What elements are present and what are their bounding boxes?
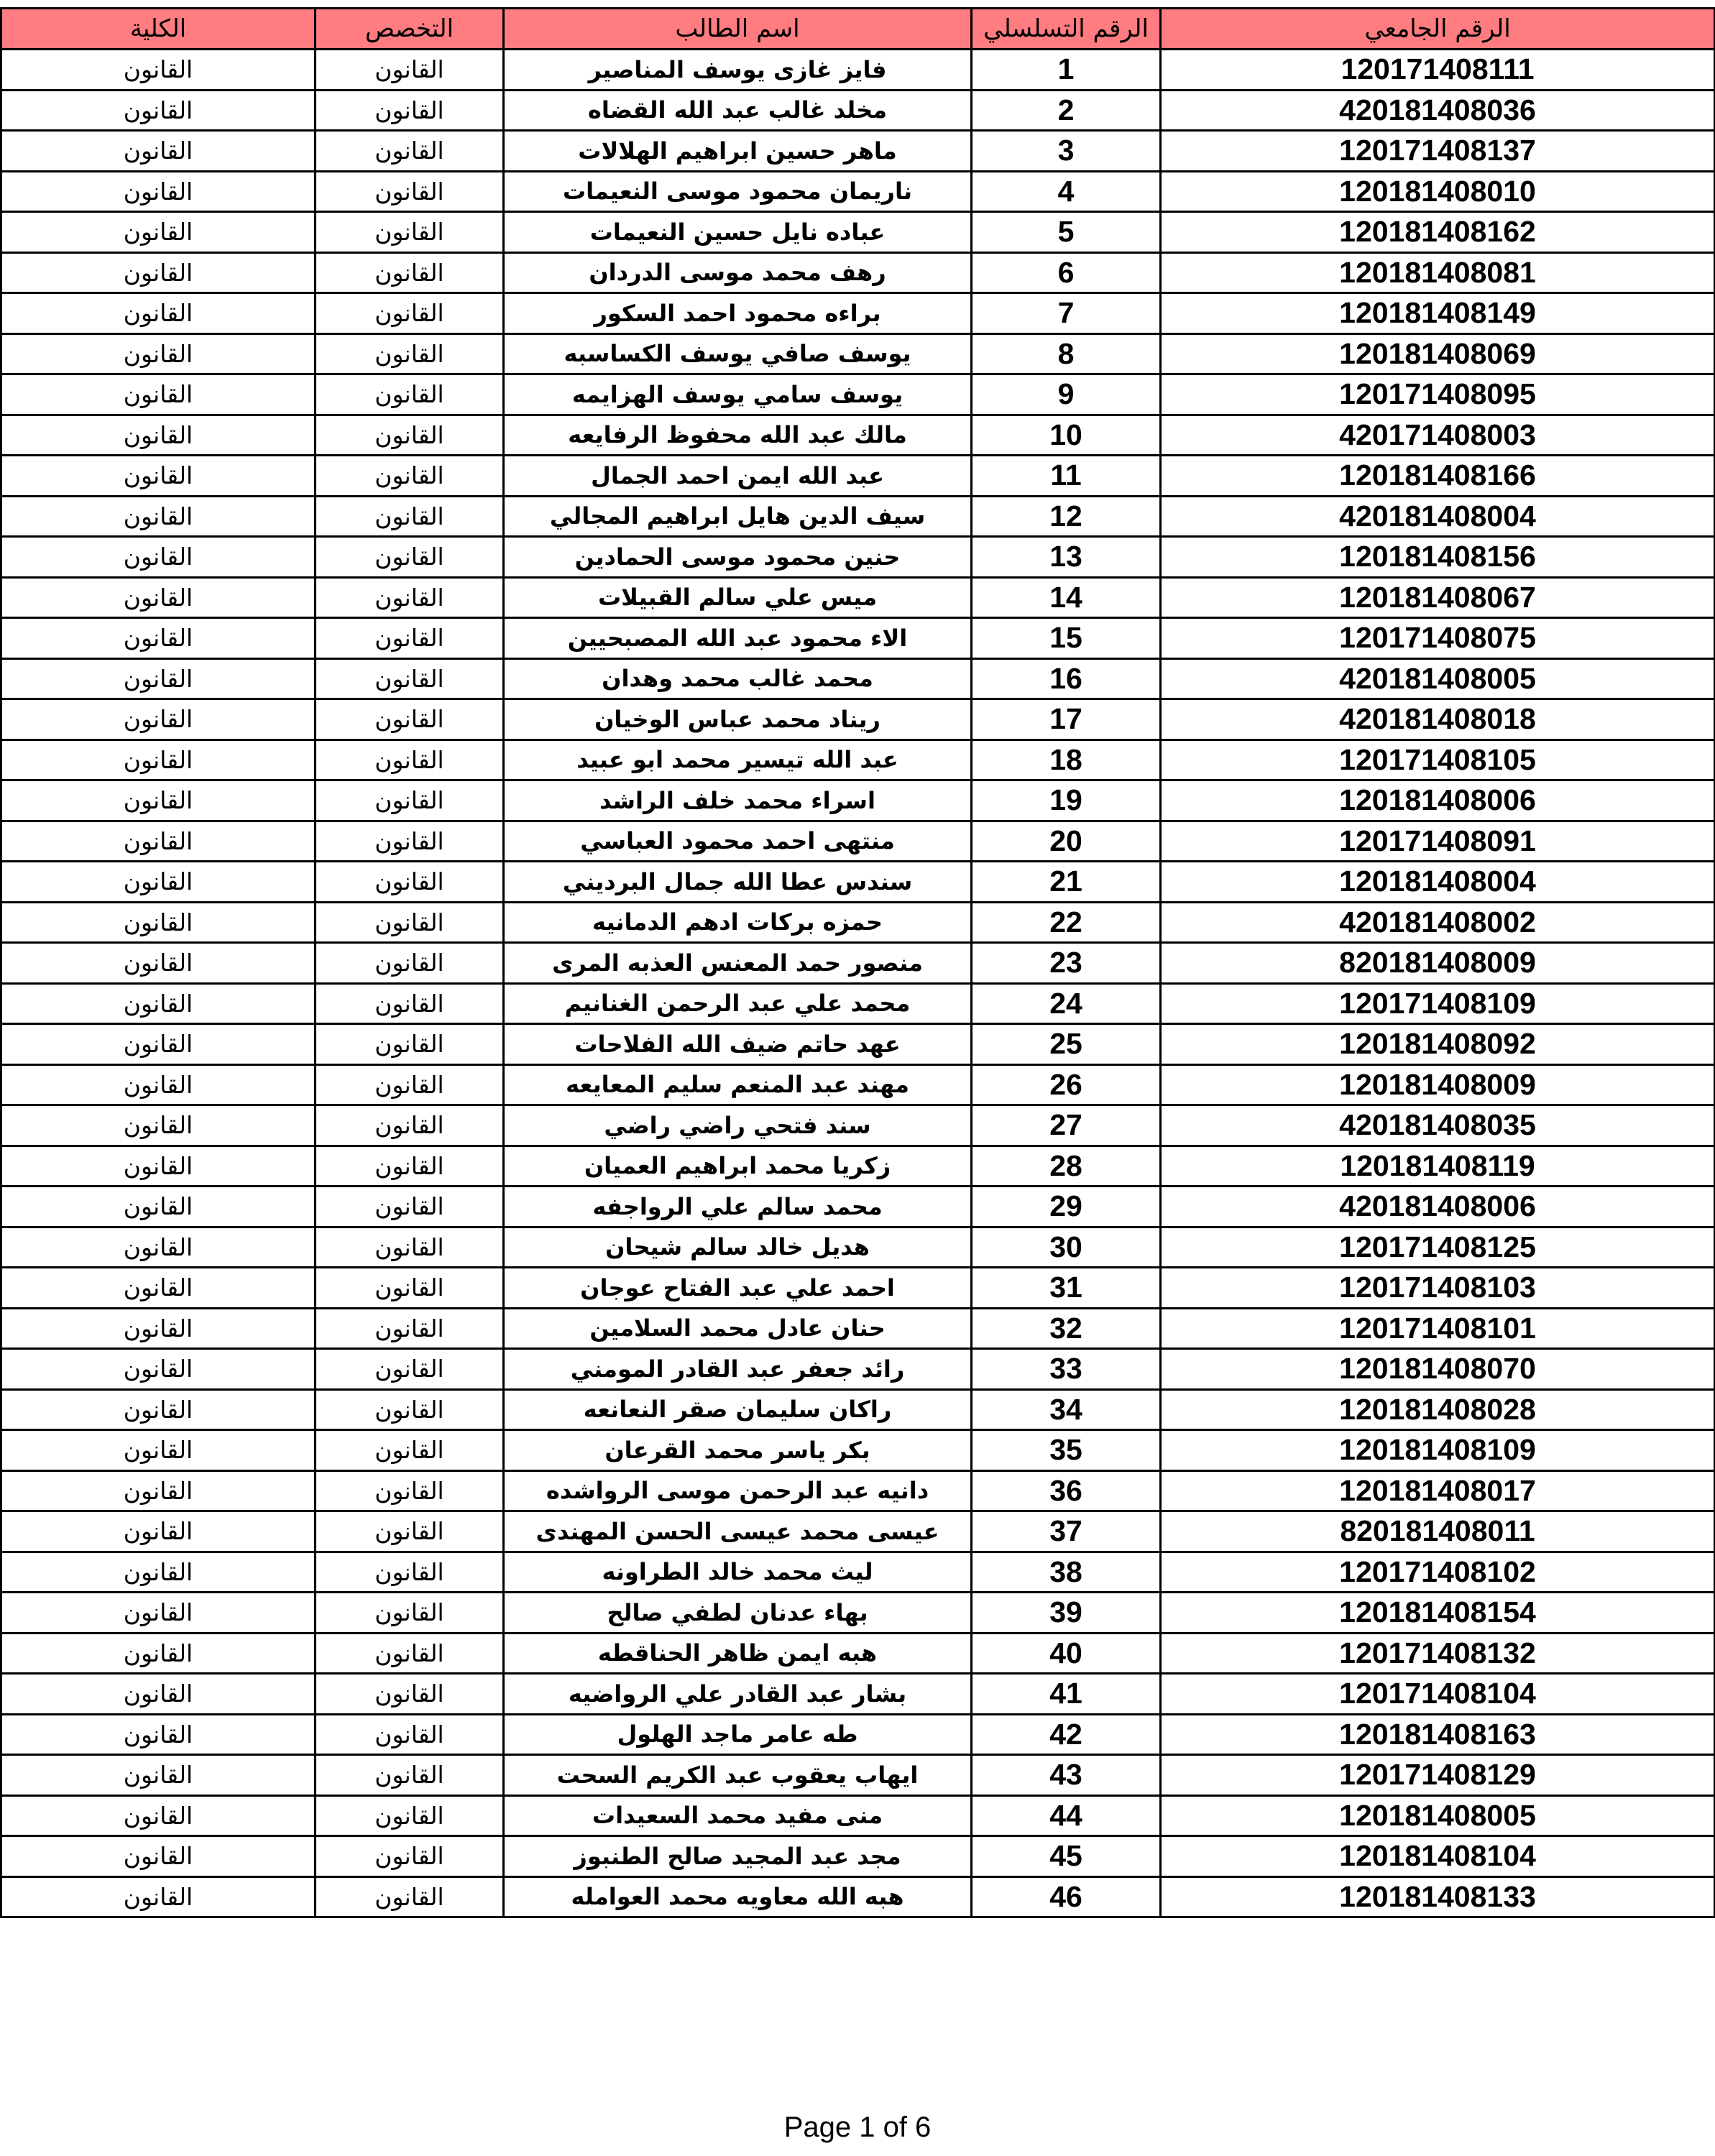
table-row <box>1 699 1715 740</box>
table-row <box>1 1105 1715 1146</box>
university-id-cell: 120181408092 <box>1161 1024 1715 1065</box>
faculty-cell: القانون <box>1 699 316 740</box>
major-cell: القانون <box>316 1187 504 1227</box>
table-row <box>1 1064 1715 1105</box>
student-name-cell: رهف محمد موسى الدردان <box>504 252 972 293</box>
university-id-cell: 120171408109 <box>1161 983 1715 1024</box>
serial-number-cell: 32 <box>972 1308 1161 1349</box>
table-row <box>1 1146 1715 1187</box>
serial-number-cell: 4 <box>972 171 1161 212</box>
serial-number-cell: 36 <box>972 1470 1161 1511</box>
table-row <box>1 1795 1715 1836</box>
serial-number-cell: 27 <box>972 1105 1161 1146</box>
faculty-cell: القانون <box>1 90 316 131</box>
university-id-cell: 120171408137 <box>1161 131 1715 172</box>
serial-number-cell: 1 <box>972 50 1161 91</box>
student-name-cell: هبه الله معاويه محمد العوامله <box>504 1876 972 1917</box>
university-id-cell: 420181408002 <box>1161 902 1715 943</box>
major-cell: القانون <box>316 1552 504 1593</box>
student-name-cell: ليث محمد خالد الطراونه <box>504 1552 972 1593</box>
serial-number-cell: 31 <box>972 1268 1161 1309</box>
table-row <box>1 1714 1715 1755</box>
serial-number-cell: 29 <box>972 1187 1161 1227</box>
faculty-cell: القانون <box>1 1389 316 1430</box>
major-cell: القانون <box>316 1593 504 1634</box>
major-cell: القانون <box>316 1227 504 1268</box>
university-id-cell: 120171408125 <box>1161 1227 1715 1268</box>
faculty-cell: القانون <box>1 50 316 91</box>
major-cell: القانون <box>316 456 504 497</box>
faculty-cell: القانون <box>1 1755 316 1796</box>
student-name-cell: سند فتحي راضي راضي <box>504 1105 972 1146</box>
major-cell: القانون <box>316 1308 504 1349</box>
serial-number-cell: 16 <box>972 658 1161 699</box>
table-row <box>1 1470 1715 1511</box>
major-cell: القانون <box>316 374 504 415</box>
major-cell: القانون <box>316 699 504 740</box>
table-row <box>1 50 1715 91</box>
table-row <box>1 1633 1715 1674</box>
serial-number-cell: 6 <box>972 252 1161 293</box>
major-cell: القانون <box>316 1349 504 1390</box>
table-row <box>1 212 1715 253</box>
student-name-cell: احمد علي عبد الفتاح عوجان <box>504 1268 972 1309</box>
university-id-cell: 120171408095 <box>1161 374 1715 415</box>
serial-number-cell: 3 <box>972 131 1161 172</box>
serial-number-cell: 37 <box>972 1511 1161 1552</box>
student-name-cell: هبه ايمن ظاهر الحناقطه <box>504 1633 972 1674</box>
faculty-cell: القانون <box>1 212 316 253</box>
serial-number-cell: 40 <box>972 1633 1161 1674</box>
student-name-cell: منتهى احمد محمود العباسي <box>504 821 972 862</box>
faculty-cell: القانون <box>1 577 316 618</box>
university-id-cell: 120181408166 <box>1161 456 1715 497</box>
major-cell: القانون <box>316 983 504 1024</box>
serial-number-cell: 20 <box>972 821 1161 862</box>
student-name-cell: مخلد غالب عبد الله القضاه <box>504 90 972 131</box>
university-id-cell: 120181408010 <box>1161 171 1715 212</box>
faculty-cell: القانون <box>1 1795 316 1836</box>
student-name-cell: طه عامر ماجد الهلول <box>504 1714 972 1755</box>
faculty-cell: القانون <box>1 456 316 497</box>
university-id-cell: 120181408006 <box>1161 780 1715 821</box>
table-row <box>1 1308 1715 1349</box>
university-id-cell: 120181408149 <box>1161 293 1715 334</box>
serial-number-cell: 23 <box>972 943 1161 984</box>
university-id-cell: 420181408004 <box>1161 496 1715 537</box>
student-name-cell: ايهاب يعقوب عبد الكريم السحت <box>504 1755 972 1796</box>
student-name-cell: ريناد محمد عباس الوخيان <box>504 699 972 740</box>
university-id-cell: 420181408018 <box>1161 699 1715 740</box>
header-major: التخصص <box>316 9 504 50</box>
table-row <box>1 1227 1715 1268</box>
serial-number-cell: 26 <box>972 1064 1161 1105</box>
table-row <box>1 415 1715 456</box>
major-cell: القانون <box>316 862 504 903</box>
faculty-cell: القانون <box>1 902 316 943</box>
university-id-cell: 120181408109 <box>1161 1430 1715 1471</box>
serial-number-cell: 38 <box>972 1552 1161 1593</box>
table-row <box>1 171 1715 212</box>
table-row <box>1 1024 1715 1065</box>
table-row <box>1 577 1715 618</box>
table-row <box>1 1876 1715 1917</box>
faculty-cell: القانون <box>1 618 316 659</box>
university-id-cell: 120181408028 <box>1161 1389 1715 1430</box>
major-cell: القانون <box>316 333 504 374</box>
university-id-cell: 420171408003 <box>1161 415 1715 456</box>
table-row <box>1 1187 1715 1227</box>
university-id-cell: 120171408102 <box>1161 1552 1715 1593</box>
faculty-cell: القانون <box>1 252 316 293</box>
serial-number-cell: 25 <box>972 1024 1161 1065</box>
major-cell: القانون <box>316 1755 504 1796</box>
page-number: Page 1 of 6 <box>783 2111 932 2143</box>
major-cell: القانون <box>316 780 504 821</box>
faculty-cell: القانون <box>1 1470 316 1511</box>
faculty-cell: القانون <box>1 333 316 374</box>
table-row <box>1 1430 1715 1471</box>
university-id-cell: 120181408070 <box>1161 1349 1715 1390</box>
serial-number-cell: 41 <box>972 1674 1161 1715</box>
faculty-cell: القانون <box>1 1024 316 1065</box>
table-row <box>1 1593 1715 1634</box>
header-student-name: اسم الطالب <box>504 9 972 50</box>
university-id-cell: 820181408009 <box>1161 943 1715 984</box>
university-id-cell: 120181408163 <box>1161 1714 1715 1755</box>
student-name-cell: بهاء عدنان لطفي صالح <box>504 1593 972 1634</box>
faculty-cell: القانون <box>1 1714 316 1755</box>
major-cell: القانون <box>316 902 504 943</box>
university-id-cell: 420181408006 <box>1161 1187 1715 1227</box>
faculty-cell: القانون <box>1 658 316 699</box>
student-name-cell: مجد عبد المجيد صالح الطنبوز <box>504 1836 972 1877</box>
table-row <box>1 456 1715 497</box>
faculty-cell: القانون <box>1 1511 316 1552</box>
faculty-cell: القانون <box>1 415 316 456</box>
serial-number-cell: 22 <box>972 902 1161 943</box>
serial-number-cell: 19 <box>972 780 1161 821</box>
serial-number-cell: 7 <box>972 293 1161 334</box>
table-row <box>1 1389 1715 1430</box>
university-id-cell: 820181408011 <box>1161 1511 1715 1552</box>
serial-number-cell: 2 <box>972 90 1161 131</box>
table-row <box>1 293 1715 334</box>
table-row <box>1 740 1715 780</box>
student-name-cell: عهد حاتم ضيف الله الفلاحات <box>504 1024 972 1065</box>
major-cell: القانون <box>316 658 504 699</box>
serial-number-cell: 15 <box>972 618 1161 659</box>
university-id-cell: 120181408004 <box>1161 862 1715 903</box>
university-id-cell: 120181408104 <box>1161 1836 1715 1877</box>
student-name-cell: ناريمان محمود موسى النعيمات <box>504 171 972 212</box>
university-id-cell: 120181408009 <box>1161 1064 1715 1105</box>
serial-number-cell: 30 <box>972 1227 1161 1268</box>
table-row <box>1 131 1715 172</box>
serial-number-cell: 5 <box>972 212 1161 253</box>
table-row <box>1 90 1715 131</box>
student-name-cell: هديل خالد سالم شيحان <box>504 1227 972 1268</box>
table-row <box>1 333 1715 374</box>
university-id-cell: 120181408017 <box>1161 1470 1715 1511</box>
faculty-cell: القانون <box>1 1430 316 1471</box>
university-id-cell: 120171408129 <box>1161 1755 1715 1796</box>
student-name-cell: يوسف سامي يوسف الهزايمه <box>504 374 972 415</box>
university-id-cell: 420181408036 <box>1161 90 1715 131</box>
serial-number-cell: 18 <box>972 740 1161 780</box>
university-id-cell: 120171408104 <box>1161 1674 1715 1715</box>
university-id-cell: 120171408075 <box>1161 618 1715 659</box>
major-cell: القانون <box>316 618 504 659</box>
table-row <box>1 496 1715 537</box>
major-cell: القانون <box>316 50 504 91</box>
student-name-cell: بشار عبد القادر علي الرواضيه <box>504 1674 972 1715</box>
university-id-cell: 120181408133 <box>1161 1876 1715 1917</box>
serial-number-cell: 10 <box>972 415 1161 456</box>
major-cell: القانون <box>316 212 504 253</box>
major-cell: القانون <box>316 496 504 537</box>
university-id-cell: 120171408105 <box>1161 740 1715 780</box>
student-name-cell: راكان سليمان صقر النعانعه <box>504 1389 972 1430</box>
table-row <box>1 1755 1715 1796</box>
student-name-cell: عبد الله ايمن احمد الجمال <box>504 456 972 497</box>
faculty-cell: القانون <box>1 537 316 578</box>
major-cell: القانون <box>316 415 504 456</box>
major-cell: القانون <box>316 1064 504 1105</box>
student-name-cell: الاء محمود عبد الله المصبحيين <box>504 618 972 659</box>
table-row <box>1 821 1715 862</box>
table-row <box>1 618 1715 659</box>
header-university-id: الرقم الجامعي <box>1161 9 1715 50</box>
major-cell: القانون <box>316 1674 504 1715</box>
major-cell: القانون <box>316 537 504 578</box>
header-faculty: الكلية <box>1 9 316 50</box>
university-id-cell: 120171408091 <box>1161 821 1715 862</box>
student-name-cell: مالك عبد الله محفوظ الرفايعه <box>504 415 972 456</box>
serial-number-cell: 24 <box>972 983 1161 1024</box>
student-name-cell: محمد علي عبد الرحمن الغنانيم <box>504 983 972 1024</box>
serial-number-cell: 11 <box>972 456 1161 497</box>
university-id-cell: 120171408101 <box>1161 1308 1715 1349</box>
major-cell: القانون <box>316 1714 504 1755</box>
faculty-cell: القانون <box>1 1187 316 1227</box>
student-name-cell: عيسى محمد عيسى الحسن المهندى <box>504 1511 972 1552</box>
student-name-cell: حمزه بركات ادهم الدمانيه <box>504 902 972 943</box>
student-name-cell: عبد الله تيسير محمد ابو عبيد <box>504 740 972 780</box>
table-row <box>1 983 1715 1024</box>
university-id-cell: 120181408069 <box>1161 333 1715 374</box>
university-id-cell: 120171408111 <box>1161 50 1715 91</box>
serial-number-cell: 12 <box>972 496 1161 537</box>
major-cell: القانون <box>316 1633 504 1674</box>
faculty-cell: القانون <box>1 1268 316 1309</box>
major-cell: القانون <box>316 1268 504 1309</box>
serial-number-cell: 21 <box>972 862 1161 903</box>
student-name-cell: حنين محمود موسى الحمادين <box>504 537 972 578</box>
faculty-cell: القانون <box>1 1349 316 1390</box>
faculty-cell: القانون <box>1 496 316 537</box>
serial-number-cell: 14 <box>972 577 1161 618</box>
faculty-cell: القانون <box>1 171 316 212</box>
major-cell: القانون <box>316 171 504 212</box>
major-cell: القانون <box>316 577 504 618</box>
faculty-cell: القانون <box>1 1105 316 1146</box>
student-name-cell: سيف الدين هايل ابراهيم المجالي <box>504 496 972 537</box>
student-name-cell: اسراء محمد خلف الراشد <box>504 780 972 821</box>
table-row <box>1 374 1715 415</box>
table-row <box>1 537 1715 578</box>
table-row <box>1 902 1715 943</box>
faculty-cell: القانون <box>1 1674 316 1715</box>
serial-number-cell: 17 <box>972 699 1161 740</box>
table-row <box>1 658 1715 699</box>
major-cell: القانون <box>316 1430 504 1471</box>
faculty-cell: القانون <box>1 1308 316 1349</box>
university-id-cell: 120181408154 <box>1161 1593 1715 1634</box>
serial-number-cell: 13 <box>972 537 1161 578</box>
faculty-cell: القانون <box>1 780 316 821</box>
serial-number-cell: 34 <box>972 1389 1161 1430</box>
serial-number-cell: 35 <box>972 1430 1161 1471</box>
faculty-cell: القانون <box>1 1227 316 1268</box>
table-row <box>1 1836 1715 1877</box>
student-name-cell: محمد غالب محمد وهدان <box>504 658 972 699</box>
table-row <box>1 1349 1715 1390</box>
faculty-cell: القانون <box>1 131 316 172</box>
faculty-cell: القانون <box>1 821 316 862</box>
major-cell: القانون <box>316 1105 504 1146</box>
major-cell: القانون <box>316 1836 504 1877</box>
faculty-cell: القانون <box>1 1876 316 1917</box>
major-cell: القانون <box>316 740 504 780</box>
serial-number-cell: 46 <box>972 1876 1161 1917</box>
student-name-cell: محمد سالم علي الرواجفه <box>504 1187 972 1227</box>
table-row <box>1 1674 1715 1715</box>
student-name-cell: دانيه عبد الرحمن موسى الرواشده <box>504 1470 972 1511</box>
university-id-cell: 120181408156 <box>1161 537 1715 578</box>
faculty-cell: القانون <box>1 862 316 903</box>
student-name-cell: رائد جعفر عبد القادر المومني <box>504 1349 972 1390</box>
university-id-cell: 120171408132 <box>1161 1633 1715 1674</box>
table-row <box>1 862 1715 903</box>
faculty-cell: القانون <box>1 1836 316 1877</box>
table-row <box>1 1511 1715 1552</box>
major-cell: القانون <box>316 1389 504 1430</box>
major-cell: القانون <box>316 1470 504 1511</box>
university-id-cell: 120181408067 <box>1161 577 1715 618</box>
student-name-cell: يوسف صافي يوسف الكساسبه <box>504 333 972 374</box>
student-name-cell: فايز غازى يوسف المناصير <box>504 50 972 91</box>
serial-number-cell: 43 <box>972 1755 1161 1796</box>
faculty-cell: القانون <box>1 374 316 415</box>
table-body <box>1 50 1715 1917</box>
student-name-cell: براءه محمود احمد السكور <box>504 293 972 334</box>
student-name-cell: منى مفيد محمد السعيدات <box>504 1795 972 1836</box>
table-row <box>1 1552 1715 1593</box>
major-cell: القانون <box>316 90 504 131</box>
table-row <box>1 1268 1715 1309</box>
major-cell: القانون <box>316 1795 504 1836</box>
student-name-cell: سندس عطا الله جمال البرديني <box>504 862 972 903</box>
faculty-cell: القانون <box>1 1552 316 1593</box>
major-cell: القانون <box>316 1876 504 1917</box>
university-id-cell: 120181408162 <box>1161 212 1715 253</box>
student-name-cell: مهند عبد المنعم سليم المعايعه <box>504 1064 972 1105</box>
student-name-cell: ميس علي سالم القبيلات <box>504 577 972 618</box>
student-name-cell: عباده نايل حسين النعيمات <box>504 212 972 253</box>
student-name-cell: حنان عادل محمد السلامين <box>504 1308 972 1349</box>
faculty-cell: القانون <box>1 1146 316 1187</box>
university-id-cell: 120181408081 <box>1161 252 1715 293</box>
major-cell: القانون <box>316 293 504 334</box>
serial-number-cell: 44 <box>972 1795 1161 1836</box>
major-cell: القانون <box>316 1146 504 1187</box>
student-name-cell: زكريا محمد ابراهيم العميان <box>504 1146 972 1187</box>
faculty-cell: القانون <box>1 293 316 334</box>
major-cell: القانون <box>316 943 504 984</box>
student-name-cell: ماهر حسين ابراهيم الهلالات <box>504 131 972 172</box>
university-id-cell: 120171408103 <box>1161 1268 1715 1309</box>
student-name-cell: منصور حمد المعنس العذبه المرى <box>504 943 972 984</box>
major-cell: القانون <box>316 1511 504 1552</box>
serial-number-cell: 45 <box>972 1836 1161 1877</box>
university-id-cell: 420181408035 <box>1161 1105 1715 1146</box>
major-cell: القانون <box>316 821 504 862</box>
faculty-cell: القانون <box>1 983 316 1024</box>
serial-number-cell: 42 <box>972 1714 1161 1755</box>
serial-number-cell: 33 <box>972 1349 1161 1390</box>
university-id-cell: 120181408005 <box>1161 1795 1715 1836</box>
faculty-cell: القانون <box>1 740 316 780</box>
table-row <box>1 780 1715 821</box>
table-header-row <box>1 9 1715 50</box>
university-id-cell: 120181408119 <box>1161 1146 1715 1187</box>
faculty-cell: القانون <box>1 1064 316 1105</box>
table-row <box>1 252 1715 293</box>
major-cell: القانون <box>316 131 504 172</box>
faculty-cell: القانون <box>1 1593 316 1634</box>
university-id-cell: 420181408005 <box>1161 658 1715 699</box>
faculty-cell: القانون <box>1 1633 316 1674</box>
student-roster-table <box>0 7 1715 1918</box>
serial-number-cell: 9 <box>972 374 1161 415</box>
faculty-cell: القانون <box>1 943 316 984</box>
major-cell: القانون <box>316 1024 504 1065</box>
header-serial-number: الرقم التسلسلي <box>972 9 1161 50</box>
table-row <box>1 943 1715 984</box>
serial-number-cell: 8 <box>972 333 1161 374</box>
major-cell: القانون <box>316 252 504 293</box>
serial-number-cell: 39 <box>972 1593 1161 1634</box>
serial-number-cell: 28 <box>972 1146 1161 1187</box>
student-name-cell: بكر ياسر محمد القرعان <box>504 1430 972 1471</box>
